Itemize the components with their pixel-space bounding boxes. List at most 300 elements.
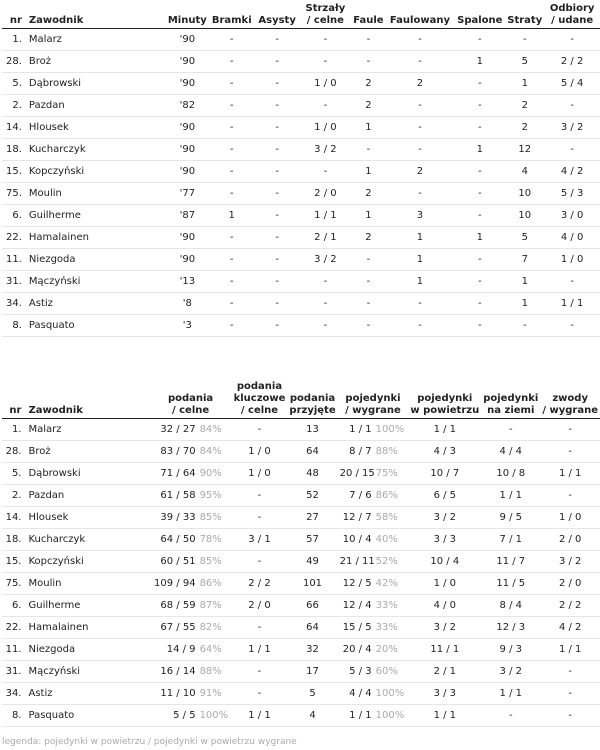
recoveries-cell: 2 / 2 bbox=[544, 51, 600, 73]
recoveries-cell: - bbox=[544, 95, 600, 117]
header-goals: Bramki bbox=[209, 3, 255, 29]
recoveries-cell: - bbox=[544, 271, 600, 293]
duels-cell bbox=[338, 419, 409, 441]
fouled-cell: - bbox=[386, 315, 455, 337]
passes-percent: 88% bbox=[199, 666, 222, 677]
dribbles-cell: 2 / 0 bbox=[540, 573, 600, 595]
assists-cell: - bbox=[255, 95, 300, 117]
player-number: 2. bbox=[2, 95, 27, 117]
key-passes-cell: 2 / 0 bbox=[232, 595, 288, 617]
ground-duels-cell: 1 / 1 bbox=[481, 683, 540, 705]
passes-value: 32 / 27 bbox=[160, 424, 196, 435]
table-row bbox=[2, 73, 600, 95]
duels-percent: 100% bbox=[375, 710, 405, 721]
fouled-cell: - bbox=[386, 51, 455, 73]
header-key-line3: / celne bbox=[240, 405, 279, 416]
offsides-cell: - bbox=[454, 117, 505, 139]
ground-duels-cell: 1 / 1 bbox=[481, 485, 540, 507]
header-losses: Straty bbox=[505, 3, 544, 29]
fouled-cell: 1 bbox=[386, 271, 455, 293]
fouled-cell: - bbox=[386, 29, 455, 51]
received-cell: 49 bbox=[287, 551, 337, 573]
header-ground-duels bbox=[481, 381, 540, 419]
dribbles-cell: 3 / 2 bbox=[540, 551, 600, 573]
recoveries-cell: 4 / 0 bbox=[544, 227, 600, 249]
air-duels-cell: 1 / 1 bbox=[408, 419, 481, 441]
air-duels-cell: 3 / 2 bbox=[408, 507, 481, 529]
air-duels-cell: 1 / 1 bbox=[408, 705, 481, 727]
minutes-cell: '90 bbox=[166, 51, 209, 73]
table-row bbox=[2, 661, 600, 683]
recoveries-cell: 3 / 0 bbox=[544, 205, 600, 227]
header-minutes: Minuty bbox=[166, 3, 209, 29]
recoveries-cell: 4 / 2 bbox=[544, 161, 600, 183]
player-number: 34. bbox=[2, 683, 26, 705]
player-name: Malarz bbox=[27, 29, 166, 51]
table-row bbox=[2, 293, 600, 315]
duels-value: 20 / 15 bbox=[339, 468, 375, 479]
ground-duels-cell: 8 / 4 bbox=[481, 595, 540, 617]
player-name: Hamalainen bbox=[27, 227, 166, 249]
key-passes-cell: 1 / 1 bbox=[232, 639, 288, 661]
player-name: Dąbrowski bbox=[26, 463, 149, 485]
minutes-cell: '3 bbox=[166, 315, 209, 337]
passes-cell bbox=[150, 529, 232, 551]
player-name: Broż bbox=[27, 51, 166, 73]
table-row bbox=[2, 161, 600, 183]
offsides-cell: - bbox=[454, 205, 505, 227]
table-row bbox=[2, 117, 600, 139]
passes-percent: 84% bbox=[199, 424, 222, 435]
air-duels-cell: 4 / 3 bbox=[408, 441, 481, 463]
passes-cell bbox=[150, 595, 232, 617]
shots-cell: - bbox=[300, 95, 352, 117]
key-passes-cell: - bbox=[232, 551, 288, 573]
duels-cell bbox=[338, 441, 409, 463]
goals-cell: - bbox=[209, 73, 255, 95]
fouls-cell: - bbox=[351, 293, 385, 315]
goals-cell: 1 bbox=[209, 205, 255, 227]
shots-cell: 1 / 0 bbox=[300, 117, 352, 139]
duels-value: 15 / 5 bbox=[342, 622, 372, 633]
player-name: Guilherme bbox=[26, 595, 149, 617]
player-name: Hlousek bbox=[27, 117, 166, 139]
offsides-cell: - bbox=[454, 29, 505, 51]
duels-cell bbox=[338, 551, 409, 573]
dribbles-cell: - bbox=[540, 441, 600, 463]
minutes-cell: '90 bbox=[166, 249, 209, 271]
offsides-cell: - bbox=[454, 249, 505, 271]
duels-percent: 20% bbox=[375, 644, 398, 655]
player-name: Hamalainen bbox=[26, 617, 149, 639]
player-name: Moulin bbox=[27, 183, 166, 205]
duels-cell bbox=[338, 507, 409, 529]
header-passes bbox=[150, 381, 232, 419]
player-name: Astiz bbox=[27, 293, 166, 315]
losses-cell: 5 bbox=[505, 227, 544, 249]
losses-cell: 4 bbox=[505, 161, 544, 183]
player-name: Mączyński bbox=[27, 271, 166, 293]
air-duels-cell: 3 / 3 bbox=[408, 683, 481, 705]
key-passes-cell: 1 / 0 bbox=[232, 441, 288, 463]
minutes-cell: '90 bbox=[166, 139, 209, 161]
losses-cell: 1 bbox=[505, 73, 544, 95]
table-row bbox=[2, 271, 600, 293]
goals-cell: - bbox=[209, 161, 255, 183]
passes-value: 39 / 33 bbox=[160, 512, 196, 523]
table-row bbox=[2, 485, 600, 507]
fouled-cell: - bbox=[386, 139, 455, 161]
shots-cell: - bbox=[300, 271, 352, 293]
player-number: 2. bbox=[2, 485, 26, 507]
passes-percent: 100% bbox=[199, 710, 229, 721]
key-passes-cell: 3 / 1 bbox=[232, 529, 288, 551]
minutes-cell: '8 bbox=[166, 293, 209, 315]
header-key-line2: kluczowe bbox=[233, 393, 286, 404]
ground-duels-cell: 3 / 2 bbox=[481, 661, 540, 683]
minutes-cell: '90 bbox=[166, 29, 209, 51]
goals-cell: - bbox=[209, 271, 255, 293]
duels-cell bbox=[338, 485, 409, 507]
header-passes-line2: / celne bbox=[171, 405, 210, 416]
ground-duels-cell: - bbox=[481, 705, 540, 727]
shots-cell: 1 / 0 bbox=[300, 73, 352, 95]
ground-duels-cell: 11 / 5 bbox=[481, 573, 540, 595]
received-cell: 5 bbox=[287, 683, 337, 705]
header-air-duels bbox=[408, 381, 481, 419]
passes-value: 68 / 59 bbox=[160, 600, 196, 611]
duels-value: 1 / 1 bbox=[349, 424, 372, 435]
table-row bbox=[2, 617, 600, 639]
dribbles-cell: - bbox=[540, 683, 600, 705]
header-air-line1: pojedynki bbox=[417, 393, 473, 404]
fouled-cell: 2 bbox=[386, 73, 455, 95]
player-number: 14. bbox=[2, 507, 26, 529]
player-number: 5. bbox=[2, 463, 26, 485]
table-row bbox=[2, 595, 600, 617]
fouls-cell: - bbox=[351, 249, 385, 271]
received-cell: 4 bbox=[287, 705, 337, 727]
duels-cell bbox=[338, 529, 409, 551]
passing-duels-table bbox=[2, 381, 600, 727]
minutes-cell: '77 bbox=[166, 183, 209, 205]
player-name: Kucharczyk bbox=[26, 529, 149, 551]
passes-cell bbox=[150, 661, 232, 683]
received-cell: 64 bbox=[287, 617, 337, 639]
minutes-cell: '90 bbox=[166, 117, 209, 139]
passes-percent: 95% bbox=[199, 490, 222, 501]
passes-percent: 90% bbox=[199, 468, 222, 479]
minutes-cell: '90 bbox=[166, 73, 209, 95]
offsides-cell: - bbox=[454, 315, 505, 337]
duels-value: 8 / 7 bbox=[349, 446, 372, 457]
goals-cell: - bbox=[209, 183, 255, 205]
player-number: 15. bbox=[2, 161, 27, 183]
air-duels-cell: 2 / 1 bbox=[408, 661, 481, 683]
ground-duels-cell: 9 / 5 bbox=[481, 507, 540, 529]
shots-cell: 3 / 2 bbox=[300, 139, 352, 161]
offsides-cell: 1 bbox=[454, 51, 505, 73]
passes-percent: 85% bbox=[199, 556, 222, 567]
losses-cell: 12 bbox=[505, 139, 544, 161]
recoveries-cell: 5 / 3 bbox=[544, 183, 600, 205]
passes-cell bbox=[150, 573, 232, 595]
shots-cell: - bbox=[300, 29, 352, 51]
header-recoveries-line2: / udane bbox=[551, 15, 594, 26]
fouls-cell: 2 bbox=[351, 227, 385, 249]
passes-cell bbox=[150, 683, 232, 705]
player-name: Pazdan bbox=[27, 95, 166, 117]
assists-cell: - bbox=[255, 183, 300, 205]
header-nr: nr bbox=[2, 3, 27, 29]
air-duels-cell: 3 / 2 bbox=[408, 617, 481, 639]
passes-cell bbox=[150, 441, 232, 463]
goals-cell: - bbox=[209, 315, 255, 337]
passes-cell bbox=[150, 639, 232, 661]
duels-cell bbox=[338, 683, 409, 705]
losses-cell: - bbox=[505, 29, 544, 51]
header-air-line2: w powietrzu bbox=[410, 405, 480, 416]
duels-percent: 33% bbox=[375, 622, 398, 633]
player-number: 34. bbox=[2, 293, 27, 315]
passes-percent: 82% bbox=[199, 622, 222, 633]
duels-percent: 40% bbox=[375, 534, 398, 545]
offsides-cell: - bbox=[454, 73, 505, 95]
duels-percent: 58% bbox=[375, 512, 398, 523]
player-name: Guilherme bbox=[27, 205, 166, 227]
table-row bbox=[2, 573, 600, 595]
goals-cell: - bbox=[209, 29, 255, 51]
air-duels-cell: 10 / 4 bbox=[408, 551, 481, 573]
table-row bbox=[2, 315, 600, 337]
player-number: 75. bbox=[2, 183, 27, 205]
ground-duels-cell: 11 / 7 bbox=[481, 551, 540, 573]
passes-cell bbox=[150, 617, 232, 639]
dribbles-cell: - bbox=[540, 419, 600, 441]
assists-cell: - bbox=[255, 227, 300, 249]
duels-percent: 100% bbox=[375, 688, 405, 699]
passes-percent: 85% bbox=[199, 512, 222, 523]
assists-cell: - bbox=[255, 73, 300, 95]
received-cell: 32 bbox=[287, 639, 337, 661]
recoveries-cell: - bbox=[544, 29, 600, 51]
player-number: 1. bbox=[2, 419, 26, 441]
duels-value: 21 / 11 bbox=[339, 556, 375, 567]
received-cell: 17 bbox=[287, 661, 337, 683]
header-fouls: Faule bbox=[351, 3, 385, 29]
shots-cell: - bbox=[300, 51, 352, 73]
goals-cell: - bbox=[209, 117, 255, 139]
player-name: Kopczyński bbox=[27, 161, 166, 183]
duels-percent: 33% bbox=[375, 600, 398, 611]
key-passes-cell: 1 / 1 bbox=[232, 705, 288, 727]
duels-percent: 52% bbox=[375, 556, 398, 567]
ground-duels-cell: 9 / 3 bbox=[481, 639, 540, 661]
offsides-cell: - bbox=[454, 161, 505, 183]
assists-cell: - bbox=[255, 271, 300, 293]
key-passes-cell: - bbox=[232, 617, 288, 639]
table-row bbox=[2, 529, 600, 551]
key-passes-cell: 2 / 2 bbox=[232, 573, 288, 595]
losses-cell: 5 bbox=[505, 51, 544, 73]
offsides-cell: - bbox=[454, 183, 505, 205]
fouls-cell: - bbox=[351, 139, 385, 161]
shots-cell: 2 / 1 bbox=[300, 227, 352, 249]
duels-percent: 100% bbox=[375, 424, 405, 435]
ground-duels-cell: 10 / 8 bbox=[481, 463, 540, 485]
duels-cell bbox=[338, 639, 409, 661]
assists-cell: - bbox=[255, 139, 300, 161]
fouls-cell: 1 bbox=[351, 161, 385, 183]
passes-percent: 87% bbox=[199, 600, 222, 611]
received-cell: 48 bbox=[287, 463, 337, 485]
assists-cell: - bbox=[255, 161, 300, 183]
header-player-2: Zawodnik bbox=[26, 381, 149, 419]
fouled-cell: 1 bbox=[386, 249, 455, 271]
assists-cell: - bbox=[255, 51, 300, 73]
header-received-line1: podania bbox=[289, 393, 336, 404]
recoveries-cell: - bbox=[544, 315, 600, 337]
offsides-cell: - bbox=[454, 271, 505, 293]
player-number: 31. bbox=[2, 661, 26, 683]
fouled-cell: 2 bbox=[386, 161, 455, 183]
table-row bbox=[2, 51, 600, 73]
passes-value: 67 / 55 bbox=[160, 622, 196, 633]
air-duels-cell: 3 / 3 bbox=[408, 529, 481, 551]
player-name: Kopczyński bbox=[26, 551, 149, 573]
table-row bbox=[2, 205, 600, 227]
table-row bbox=[2, 419, 600, 441]
table-row bbox=[2, 227, 600, 249]
table-row bbox=[2, 683, 600, 705]
legend-note: legenda: pojedynki w powietrzu / pojedynki w powietrzu wygrane bbox=[2, 737, 297, 747]
player-number: 28. bbox=[2, 441, 26, 463]
ground-duels-cell: 7 / 1 bbox=[481, 529, 540, 551]
passes-percent: 91% bbox=[199, 688, 222, 699]
passes-value: 61 / 58 bbox=[160, 490, 196, 501]
duels-value: 20 / 4 bbox=[342, 644, 372, 655]
assists-cell: - bbox=[255, 29, 300, 51]
header-fouled: Faulowany bbox=[386, 3, 455, 29]
recoveries-cell: 1 / 1 bbox=[544, 293, 600, 315]
air-duels-cell: 1 / 0 bbox=[408, 573, 481, 595]
passes-cell bbox=[150, 507, 232, 529]
received-cell: 101 bbox=[287, 573, 337, 595]
player-number: 15. bbox=[2, 551, 26, 573]
duels-percent: 60% bbox=[375, 666, 398, 677]
player-name: Moulin bbox=[26, 573, 149, 595]
player-name: Pasquato bbox=[26, 705, 149, 727]
fouled-cell: - bbox=[386, 293, 455, 315]
fouled-cell: - bbox=[386, 117, 455, 139]
losses-cell: 1 bbox=[505, 293, 544, 315]
player-name: Pasquato bbox=[27, 315, 166, 337]
assists-cell: - bbox=[255, 249, 300, 271]
player-number: 8. bbox=[2, 705, 26, 727]
goals-cell: - bbox=[209, 293, 255, 315]
air-duels-cell: 6 / 5 bbox=[408, 485, 481, 507]
duels-value: 7 / 6 bbox=[349, 490, 372, 501]
duels-value: 12 / 5 bbox=[342, 578, 372, 589]
player-name: Dąbrowski bbox=[27, 73, 166, 95]
table-row bbox=[2, 441, 600, 463]
passes-value: 109 / 94 bbox=[154, 578, 196, 589]
fouls-cell: - bbox=[351, 315, 385, 337]
recoveries-cell: 5 / 4 bbox=[544, 73, 600, 95]
player-number: 6. bbox=[2, 595, 26, 617]
received-cell: 66 bbox=[287, 595, 337, 617]
air-duels-cell: 4 / 0 bbox=[408, 595, 481, 617]
shots-cell: 2 / 0 bbox=[300, 183, 352, 205]
key-passes-cell: - bbox=[232, 485, 288, 507]
header-ground-line2: na ziemi bbox=[487, 405, 535, 416]
air-duels-cell: 10 / 7 bbox=[408, 463, 481, 485]
passes-value: 11 / 10 bbox=[160, 688, 196, 699]
player-number: 22. bbox=[2, 617, 26, 639]
key-passes-cell: - bbox=[232, 661, 288, 683]
header-dribbles-line2: / wygrane bbox=[542, 405, 598, 416]
passes-cell bbox=[150, 551, 232, 573]
duels-value: 10 / 4 bbox=[342, 534, 372, 545]
key-passes-cell: 1 / 0 bbox=[232, 463, 288, 485]
dribbles-cell: 1 / 1 bbox=[540, 463, 600, 485]
fouls-cell: 1 bbox=[351, 205, 385, 227]
air-duels-cell: 11 / 1 bbox=[408, 639, 481, 661]
player-name: Kucharczyk bbox=[27, 139, 166, 161]
losses-cell: 10 bbox=[505, 205, 544, 227]
duels-percent: 42% bbox=[375, 578, 398, 589]
match-stats-body bbox=[2, 29, 600, 337]
header-dribbles bbox=[540, 381, 600, 419]
key-passes-cell: - bbox=[232, 507, 288, 529]
received-cell: 57 bbox=[287, 529, 337, 551]
header-dribbles-line1: zwody bbox=[552, 393, 588, 404]
passes-value: 64 / 50 bbox=[160, 534, 196, 545]
table-row bbox=[2, 705, 600, 727]
table-row bbox=[2, 507, 600, 529]
ground-duels-cell: 12 / 3 bbox=[481, 617, 540, 639]
duels-cell bbox=[338, 705, 409, 727]
header-player: Zawodnik bbox=[27, 3, 166, 29]
passes-cell bbox=[150, 463, 232, 485]
offsides-cell: 1 bbox=[454, 139, 505, 161]
fouled-cell: - bbox=[386, 183, 455, 205]
header-recoveries-line1: Odbiory bbox=[549, 3, 595, 14]
minutes-cell: '90 bbox=[166, 161, 209, 183]
dribbles-cell: - bbox=[540, 485, 600, 507]
table-row bbox=[2, 183, 600, 205]
player-number: 8. bbox=[2, 315, 27, 337]
player-number: 31. bbox=[2, 271, 27, 293]
losses-cell: 10 bbox=[505, 183, 544, 205]
shots-cell: - bbox=[300, 161, 352, 183]
duels-percent: 86% bbox=[375, 490, 398, 501]
received-cell: 13 bbox=[287, 419, 337, 441]
player-number: 11. bbox=[2, 249, 27, 271]
passes-value: 14 / 9 bbox=[166, 644, 196, 655]
duels-cell bbox=[338, 573, 409, 595]
fouls-cell: 1 bbox=[351, 117, 385, 139]
passes-value: 71 / 64 bbox=[160, 468, 196, 479]
header-key-passes bbox=[232, 381, 288, 419]
table-row bbox=[2, 29, 600, 51]
assists-cell: - bbox=[255, 315, 300, 337]
goals-cell: - bbox=[209, 51, 255, 73]
header-duels-line1: pojedynki bbox=[345, 393, 401, 404]
player-number: 22. bbox=[2, 227, 27, 249]
player-number: 5. bbox=[2, 73, 27, 95]
recoveries-cell: - bbox=[544, 139, 600, 161]
